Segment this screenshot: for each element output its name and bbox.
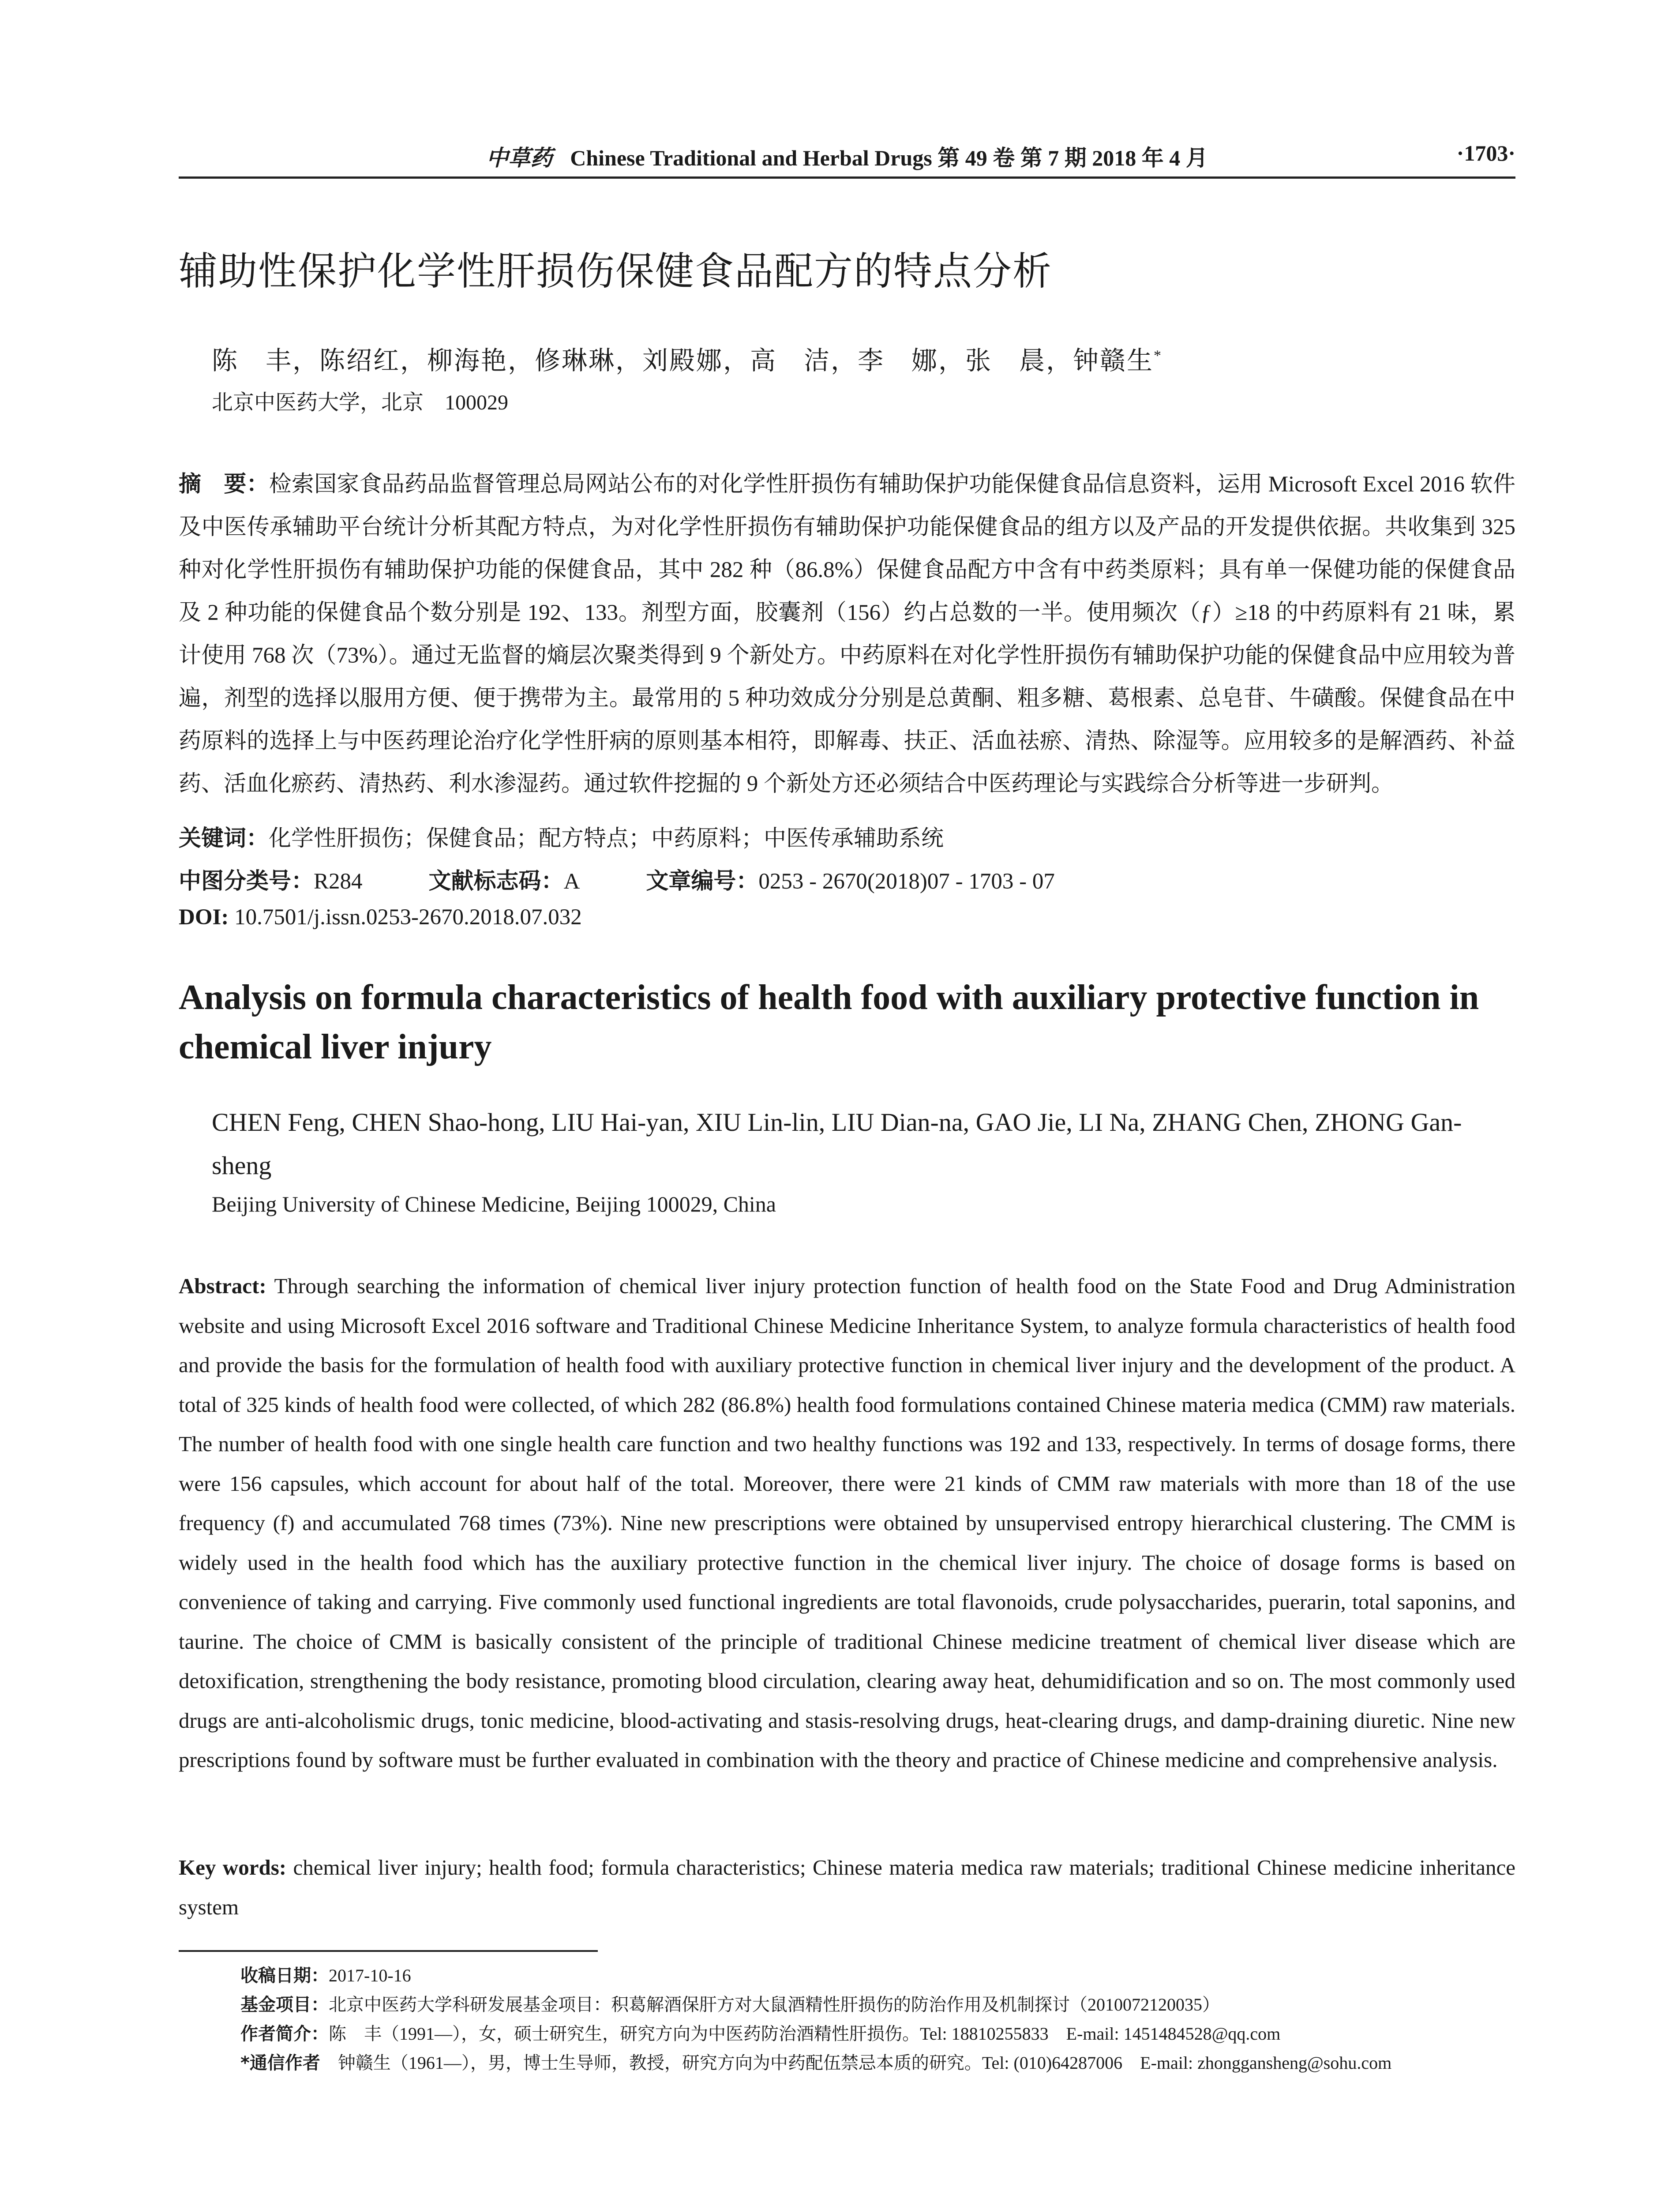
article-number-value: 0253 - 2670(2018)07 - 1703 - 07 (758, 869, 1055, 894)
footnote-label: *通信作者 (240, 2053, 320, 2073)
footnote-divider (179, 1950, 598, 1952)
clc-value: R284 (314, 869, 363, 894)
english-title: Analysis on formula characteristics of health food with auxiliary protective function in chemical liver injury (179, 978, 1479, 1066)
footnote-text: 陈 丰（1991—），女，硕士研究生，研究方向为中医药防治酒精性肝损伤。Tel: 18810255833 E-mail: 1451484528@qq.com (329, 2024, 1281, 2044)
chinese-keywords (179, 820, 944, 852)
doc-code-label: 文献标志码： (428, 868, 564, 894)
doc-code-value: A (563, 869, 580, 894)
footnotes (240, 1961, 1520, 2078)
running-header (179, 140, 1515, 180)
footnote-label: 作者简介： (240, 2024, 329, 2044)
journal-logo: 中草药 (486, 146, 553, 170)
doi-line (179, 904, 582, 930)
doi-value[interactable]: 10.7501/j.issn.0253-2670.2018.07.032 (234, 905, 582, 930)
chinese-affiliation: 北京中医药大学，北京 100029 (212, 391, 509, 414)
footnote-received (240, 1961, 1520, 1990)
corresponding-mark: * (1154, 347, 1163, 364)
chinese-authors (212, 340, 1162, 377)
header-divider (179, 176, 1515, 179)
chinese-abstract-text: 检索国家食品药品监督管理总局网站公布的对化学性肝损伤有辅助保护功能保健食品信息资料，运用 Microsoft Excel 2016 软件及中医传承辅助平台统计分析其配方特点，为对化学性肝损伤有辅助保护功能保健食品的组方以及产品的开发提供依据。共收集到 325 种对化学性肝损伤有辅助保护功能的保健食品，其中 282 种（86.8%）保健食品配方中含有中药类原料；具有单一保健功能的保健食品及 2 种功能的保健食品个数分别是 192、133。剂型方面，胶囊剂（156）约占总数的一半。使用频次（ƒ）≥18 的中药原料有 21 味，累计使用 768 次（73%）。通过无监督的熵层次聚类得到 9 个新处方。中药原料在对化学性肝损伤有辅助保护功能的保健食品中应用较为普遍，剂型的选择以服用方便、便于携带为主。最常用的 5 种功效成分分别是总黄酮、粗多糖、葛根素、总皂苷、牛磺酸。保健食品在中药原料的选择上与中医药理论治疗化学性肝病的原则基本相符，即解毒、扶正、活血祛瘀、清热、除湿等。应用较多的是解酒药、补益药、活血化瘀药、清热药、利水渗湿药。通过软件挖掘的 9 个新处方还必须结合中医药理论与实践综合分析等进一步研判。 (179, 472, 1515, 796)
english-keywords-text: chemical liver injury; health food; formula characteristics; Chinese materia medica raw materials; traditional Chinese medicine inheritance system (179, 1855, 1516, 1919)
chinese-keywords-text: 化学性肝损伤；保健食品；配方特点；中药原料；中医传承辅助系统 (269, 826, 944, 851)
journal-issue: Chinese Traditional and Herbal Drugs 第 49 卷 第 7 期 2018 年 4 月 (570, 146, 1208, 170)
clc-label: 中图分类号： (179, 868, 314, 894)
journal-line (179, 140, 1515, 172)
english-abstract (179, 1266, 1515, 1780)
doi-label: DOI: (179, 905, 229, 930)
english-abstract-text: Through searching the information of chemical liver injury protection function of health food on the State Food and Drug Administration website and using Microsoft Excel 2016 software and Traditional Chinese Medicine Inheritance System, to analyze formula characteristics of health food and provide the basis for the formulation of health food with auxiliary protective function in chemical liver injury and the development of the product. A total of 325 kinds of health food were collected, of which 282 (86.8%) health food formulations contained Chinese materia medica (CMM) raw materials. The number of health food with one single health care function and two healthy functions was 192 and 133, respectively. In terms of dosage forms, there were 156 capsules, which account for about half of the total. Moreover, there were 21 kinds of CMM raw materials with more than 18 of the use frequency (f) and accumulated 768 times (73%). Nine new prescriptions were obtained by unsupervised entropy hierarchical clustering. The CMM is widely used in the health food which has the auxiliary protective function in the chemical liver injury. The choice of dosage forms is based on convenience of taking and carrying. Five commonly used functional ingredients are total flavonoids, crude polysaccharides, puerarin, total saponins, and taurine. The choice of CMM is basically consistent of the principle of traditional Chinese medicine treatment of chemical liver disease which are detoxification, strengthening the body resistance, promoting blood circulation, clearing away heat, dehumidification and so on. The most commonly used drugs are anti-alcoholismic drugs, tonic medicine, blood-activating and stasis-resolving drugs, heat-clearing drugs, and damp-draining diuretic. Nine new prescriptions found by software must be further evaluated in combination with the theory and practice of Chinese medicine and comprehensive analysis. (179, 1274, 1515, 1772)
english-affiliation: Beijing University of Chinese Medicine, Beijing 100029, China (212, 1192, 776, 1216)
english-authors: CHEN Feng, CHEN Shao-hong, LIU Hai-yan, XIU Lin-lin, LIU Dian-na, GAO Jie, LI Na, ZHANG Chen, ZHONG Gan-sheng (212, 1108, 1462, 1180)
chinese-author-list: 陈 丰，陈绍红，柳海艳，修琳琳，刘殿娜，高 洁，李 娜，张 晨，钟赣生 (212, 346, 1154, 375)
classification-line (179, 863, 1055, 895)
footnote-label: 基金项目： (240, 1995, 329, 2015)
footnote-text: 2017-10-16 (329, 1966, 411, 1985)
chinese-abstract (179, 463, 1515, 806)
chinese-keywords-label: 关键词： (179, 825, 269, 852)
english-keywords (179, 1848, 1515, 1927)
footnote-corresponding (240, 2048, 1520, 2078)
english-abstract-label: Abstract: (179, 1274, 266, 1298)
footnote-author-bio (240, 2019, 1520, 2048)
english-keywords-label: Key words: (179, 1855, 287, 1880)
footnote-text: 钟赣生（1961—），男，博士生导师，教授，研究方向为中药配伍禁忌本质的研究。Tel: (010)64287006 E-mail: zhonggansheng@sohu.com (320, 2053, 1392, 2073)
footnote-text: 北京中医药大学科研发展基金项目：积葛解酒保肝方对大鼠酒精性肝损伤的防治作用及机制探讨（2010072120035） (329, 1995, 1220, 2015)
footnote-funding (240, 1990, 1520, 2019)
page-number: ·1703· (1456, 141, 1515, 165)
article-number-label: 文章编号： (646, 868, 759, 894)
chinese-title: 辅助性保护化学性肝损伤保健食品配方的特点分析 (179, 248, 1053, 294)
chinese-abstract-label: 摘 要： (179, 472, 269, 497)
footnote-label: 收稿日期： (240, 1966, 329, 1986)
